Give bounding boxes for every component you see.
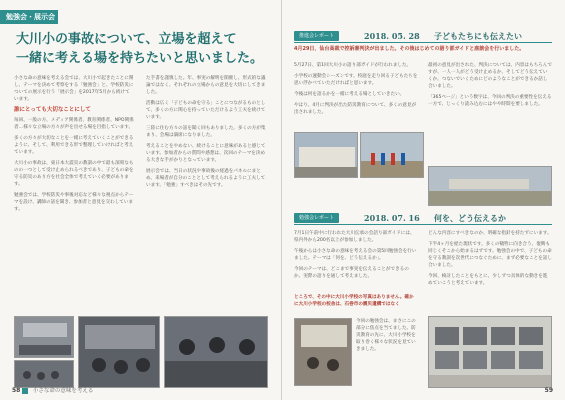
page-footer-right [545, 387, 553, 394]
photo-meeting-art [79, 317, 160, 388]
photo-meeting [78, 316, 160, 388]
section-tag: 勉強会・展示会 [0, 10, 58, 24]
photo-sports-day-art [361, 133, 424, 178]
paragraph: 展示会では、当日の状況や事故後の経過をパネルにまとめ、来場者が自分のこととして考えられるように工夫しています。「勉強」すべきはその先です。 [146, 169, 266, 188]
left-page [0, 0, 282, 400]
paragraph: 下半4ヶ月を経た現状です。多くの犠牲に向き合う、復興も同じくそこから始まるはずです。勉強会の中で、子どもの命を守る教訓を次世代につなぐために、まず必要なことを話し合いました。 [428, 242, 552, 268]
photo-schoolyard-art [429, 167, 552, 206]
photo-exhibition-panels [428, 316, 552, 388]
paragraph: 勉強会では、学校防災や事後対応など様々な視点からテーマを設け、講師の話を聞き、参加者と意見を交わしています。 [14, 193, 134, 212]
paragraph: どんな内容にすべきなのか、明確な指針を持たずにいます。 [428, 231, 552, 236]
paragraph: 最初の意見が出された、判決については、内容はもちろんですが、一人一人がどう受け止めるか、そしてどう伝えていくか。つないでいくためにどのようなことができるか話し合いました。 [428, 63, 552, 89]
left-column-2 [146, 75, 268, 270]
headline-line-2: 一緒に考える場を持ちたいと思いました。 [16, 51, 264, 66]
photo-schoolyard [428, 166, 552, 206]
report-title: 何を、どう伝えるか [434, 213, 506, 223]
photo-audience [14, 360, 74, 388]
report-date: 2018. 07. 16 [364, 213, 420, 223]
paragraph: 7月1日午前中に行われた大川伝承の会語り部ガイドには、県内外から200名以上が参加しました。 [294, 231, 415, 243]
report-title: 子どもたちにも伝えたい [434, 31, 522, 41]
report-header-2 [294, 212, 552, 225]
photo-seminar-room-art [15, 317, 74, 358]
paragraph: た手書を謹慎した。年、事実の解明を開催し、形式的な議論ではなく、それぞれの立場からの意見を大切にしてきました。 [146, 76, 266, 95]
paragraph: 小さな命の意味を考える会では、大川小で起きたことに関し、テーマを決めて考察をする「勉強会」と、学校防災についての展示を行う「展示会」を2017年5月から続けています。 [14, 76, 134, 102]
paragraph: 小学校の運動会シーズンです。校庭を走り回る子どもたちを思い浮かべていただければと思います。 [294, 74, 418, 86]
report-2-column-1 [294, 230, 418, 292]
right-page [282, 0, 565, 400]
photo-school-building [294, 132, 358, 178]
paragraph: 「365ページ」という数字は、今回の判決の重要性を伝える一方で、じっくり読み込むにはやや時間を要しました。 [428, 95, 552, 107]
paragraph: 活動は広く「子どもの命を守る」ことにつながるものとして、多くの方に関心を持っていただけるよう工夫を続けています。 [146, 101, 266, 120]
headline [16, 30, 266, 68]
paragraph: 多くの方々が大切なことを一緒に考えていくことができるように、そして、利用できる形で整理していければと考えています。 [14, 136, 134, 155]
paragraph: やはり、4月に判決が出た防災教育について、多くの意見が出されました。 [294, 103, 417, 115]
footer-text: 小さな命の意味を考える [32, 388, 94, 394]
report-2-column-2 [428, 230, 552, 310]
photo-exhibition-panels-art [429, 317, 552, 388]
paragraph: 三陸に住む方々の話を聞く回もありました。多くの方が集まり、会場は満席になりました。 [146, 126, 266, 138]
left-column-1 [14, 75, 134, 275]
paragraph: 毎回、一般の方、メディア関係者、教育関係者、NPO関係者…様々な立場の方々が声を出せる場を目指しています。 [14, 118, 134, 130]
report-tag: 推進会レポート [294, 31, 339, 41]
page-number: 59 [544, 387, 553, 394]
paragraph: 今後は何を語るかを一緒に考える場としていきたい。 [294, 92, 405, 97]
paragraph: 大川小の事故は、東日本大震災の教訓の中で最も深刻なものの一つとして受け止められるべきであり、子どもの命を守る防災のあり方を社会全体で考えていく必要があります。 [14, 161, 134, 187]
page-number: 58 [12, 387, 21, 394]
subheading: 誰にとっても大切なことにして [14, 107, 91, 113]
photo-school-building-art [295, 133, 358, 178]
paragraph: 今回のテーマは、どこまで事実を伝えることができるのか。実際の語りを通して考えました。 [294, 267, 409, 279]
report-2-column-1b [356, 318, 418, 386]
footer-mark [22, 388, 28, 394]
page-footer-left [12, 386, 93, 394]
photo-discussion [164, 316, 268, 388]
report-tag: 勉強会レポート [294, 213, 339, 223]
photo-exhibition-visitors-art [295, 319, 352, 386]
photo-exhibition-visitors [294, 318, 352, 386]
paragraph: 考えることをやめない、続けることに意味があると感じています。参加者からの質問や感想は、次回のテーマを決める大きな手がかりとなっています。 [146, 144, 266, 163]
report-lead: 4月29日、仙台高裁で控訴審判決が出ました。その後はじめての語り部ガイドと座談会を行いました。 [294, 46, 525, 52]
report-2-highlight: ところで、その中に大川小学校の写真はありません。確かに大川小学校の校舎は、石巻市の震災遺構ではなく [294, 295, 414, 307]
paragraph: 今回、検討したことをもとに、少しずつ具体的な動きを進めていこうと考えています。 [428, 274, 548, 286]
photo-seminar-room [14, 316, 74, 358]
report-date: 2018. 05. 28 [364, 31, 420, 41]
photo-discussion-art [165, 317, 268, 388]
photo-sports-day [360, 132, 424, 178]
paragraph: 今回の勉強会は、まさにこの部分に焦点を当てました。防災教育の先に、大川小学校を取り巻く様々な状況を見ていきました。 [356, 319, 416, 352]
paragraph: 午後からは小さな命の意味を考える会の第5回勉強会を行いました。テーマは「何を、どう伝えるか」。 [294, 249, 417, 261]
report-1-column-1 [294, 62, 418, 128]
paragraph: 5月27日、第1回大川小の語り部ガイドが行われました。 [294, 63, 412, 68]
photo-audience-art [15, 361, 74, 388]
headline-line-1: 大川小の事故について、立場を超えて [16, 32, 237, 47]
report-header-1 [294, 30, 552, 43]
